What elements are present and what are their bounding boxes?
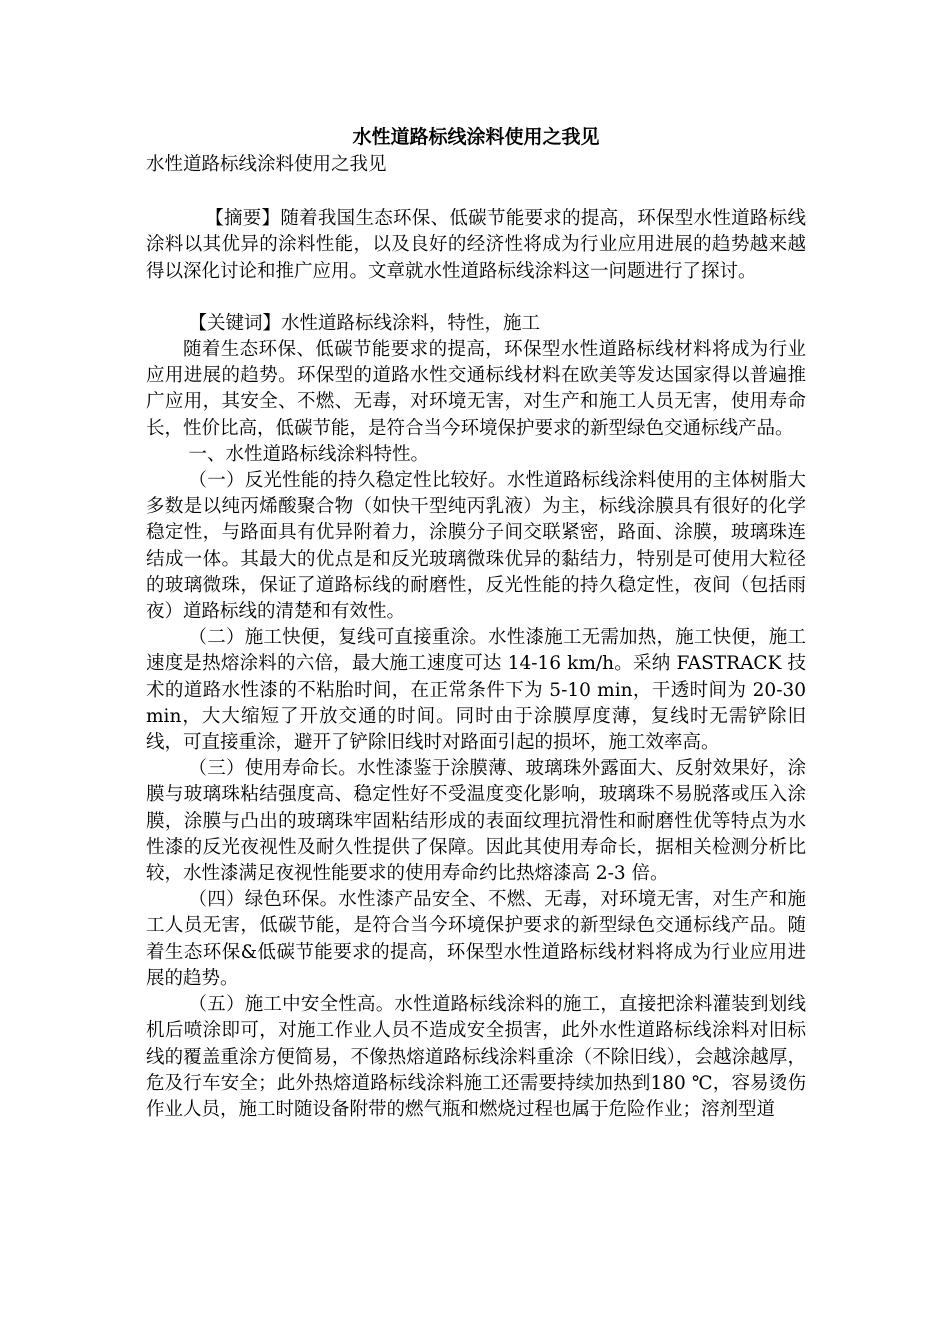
document-title: 水性道路标线涂料使用之我见 — [352, 126, 600, 148]
document-subtitle: 水性道路标线涂料使用之我见 — [146, 154, 387, 175]
keywords-paragraph: 【关键词】水性道路标线涂料，特性，施工 — [188, 312, 541, 334]
point-5-paragraph: （五）施工中安全性高。水性道路标线涂料的施工，直接把涂料灌装到划线机后喷涂即可，对施工作业人员不造成安全损害，此外水性道路标线涂料对旧标线的覆盖重涂方便简易，不像热熔道路标线涂料重涂（不除旧线），会越涂越厚，危及行车安全；此外热熔道路标线涂料施工还需要持续加热到180 ℃，容易烫伤作业人员，施工时随设备附带的燃气瓶和燃烧过程也属于危险作业；溶剂型道 — [146, 994, 806, 1120]
section-heading: 一、水性道路标线涂料特性。 — [188, 443, 430, 465]
document-page — [146, 122, 806, 1123]
abstract-paragraph: 【摘要】随着我国生态环保、低碳节能要求的提高，环保型水性道路标线涂料以其优异的涂料性能，以及良好的经济性将成为行业应用进展的趋势越来越得以深化讨论和推广应用。文章就水性道路标线涂料这一问题进行了探讨。 — [146, 208, 806, 282]
intro-paragraph: 随着生态环保、低碳节能要求的提高，环保型水性道路标线材料将成为行业应用进展的趋势。环保型的道路水性交通标线材料在欧美等发达国家得以普遍推广应用，其安全、不燃、无毒，对环境无害，对生产和施工人员无害，使用寿命长，性价比高，低碳节能，是符合当今环境保护要求的新型绿色交通标线产品。 — [146, 339, 806, 439]
point-1-paragraph: （一）反光性能的持久稳定性比较好。水性道路标线涂料使用的主体树脂大多数是以纯丙烯酸聚合物（如快干型纯丙乳液）为主，标线涂膜具有很好的化学稳定性，与路面具有优异附着力，涂膜分子间交联紧密，路面、涂膜，玻璃珠连结成一体。其最大的优点是和反光玻璃微珠优异的黏结力，特别是可使用大粒径的玻璃微珠，保证了道路标线的耐磨性，反光性能的持久稳定性，夜间（包括雨夜）道路标线的清楚和有效性。 — [146, 470, 806, 623]
point-3-paragraph: （三）使用寿命长。水性漆鉴于涂膜薄、玻璃珠外露面大、反射效果好，涂膜与玻璃珠粘结强度高、稳定性好不受温度变化影响，玻璃珠不易脱落或压入涂膜，涂膜与凸出的玻璃珠牢固粘结形成的表面纹理抗滑性和耐磨性优等特点为水性漆的反光夜视性及耐久性提供了保障。因此其使用寿命长，据相关检测分析比较，水性漆满足夜视性能要求的使用寿命约比热熔漆高 2-3 倍。 — [146, 758, 806, 885]
point-4-paragraph: （四）绿色环保。水性漆产品安全、不燃、无毒，对环境无害，对生产和施工人员无害，低碳节能，是符合当今环境保护要求的新型绿色交通标线产品。随着生态环保&低碳节能要求的提高，环保型水性道路标线材料将成为行业应用进展的趋势。 — [146, 889, 806, 989]
point-2-paragraph: （二）施工快便，复线可直接重涂。水性漆施工无需加热，施工快便，施工速度是热熔涂料的六倍，最大施工速度可达 14-16 km/h。采纳 FASTRACK 技术的道路水性漆的不粘胎时间，在正常条件下为 5-10 min，干透时间为 20-30 min，大大缩短了开放交通的时间。同时由于涂膜厚度薄，复线时无需铲除旧线，可直接重涂，避开了铲除旧线时对路面引起的损坏，施工效率高。 — [146, 627, 806, 754]
